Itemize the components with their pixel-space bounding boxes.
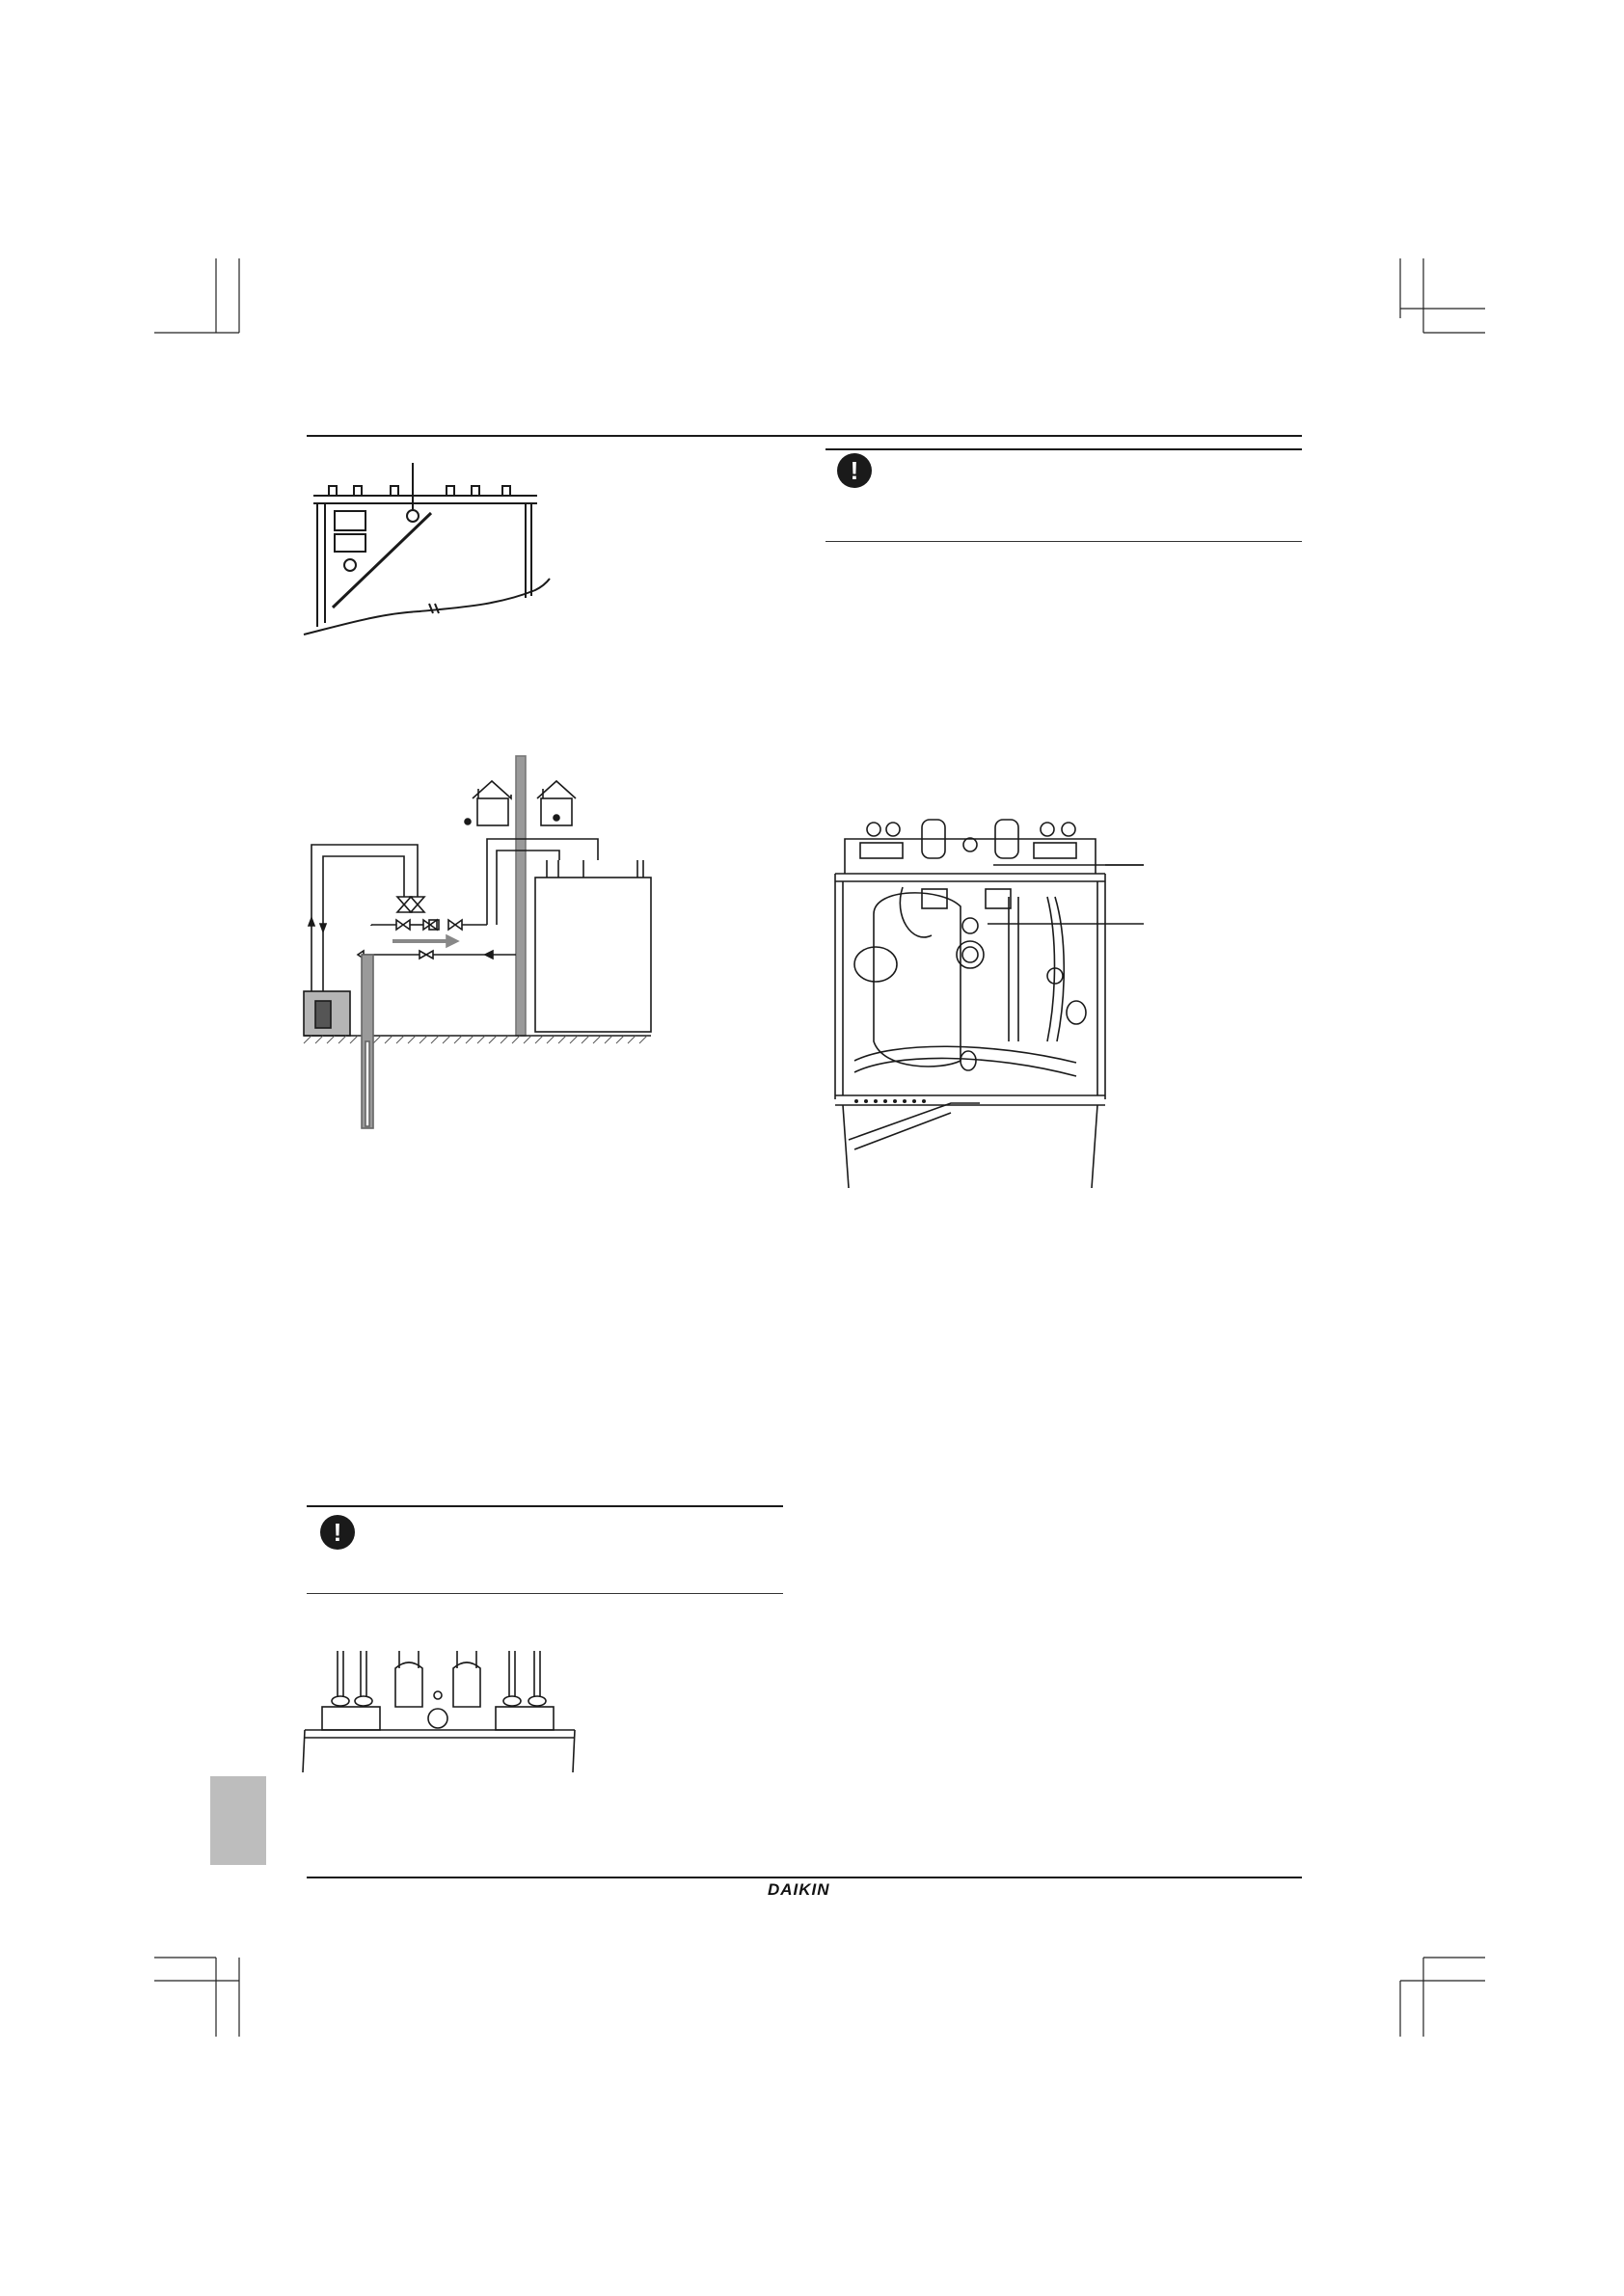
control-panel-figure [304,463,555,636]
exclamation-icon: ! [320,1515,355,1550]
brand-logo: DAIKIN [768,1880,830,1899]
notice-top-rule-right [826,448,1302,450]
exclamation-icon: ! [837,453,872,488]
system-schematic-figure [304,752,670,1138]
notice-bottom-rule-right [826,541,1302,542]
notice-bottom-rule-left [307,1593,783,1594]
footer-rule [307,1877,1302,1878]
unit-interior-figure [816,810,1144,1196]
notice-top-rule-left [307,1505,783,1507]
pipe-connections-figure [303,1649,582,1774]
side-tab [210,1776,266,1865]
header-rule [307,435,1302,437]
